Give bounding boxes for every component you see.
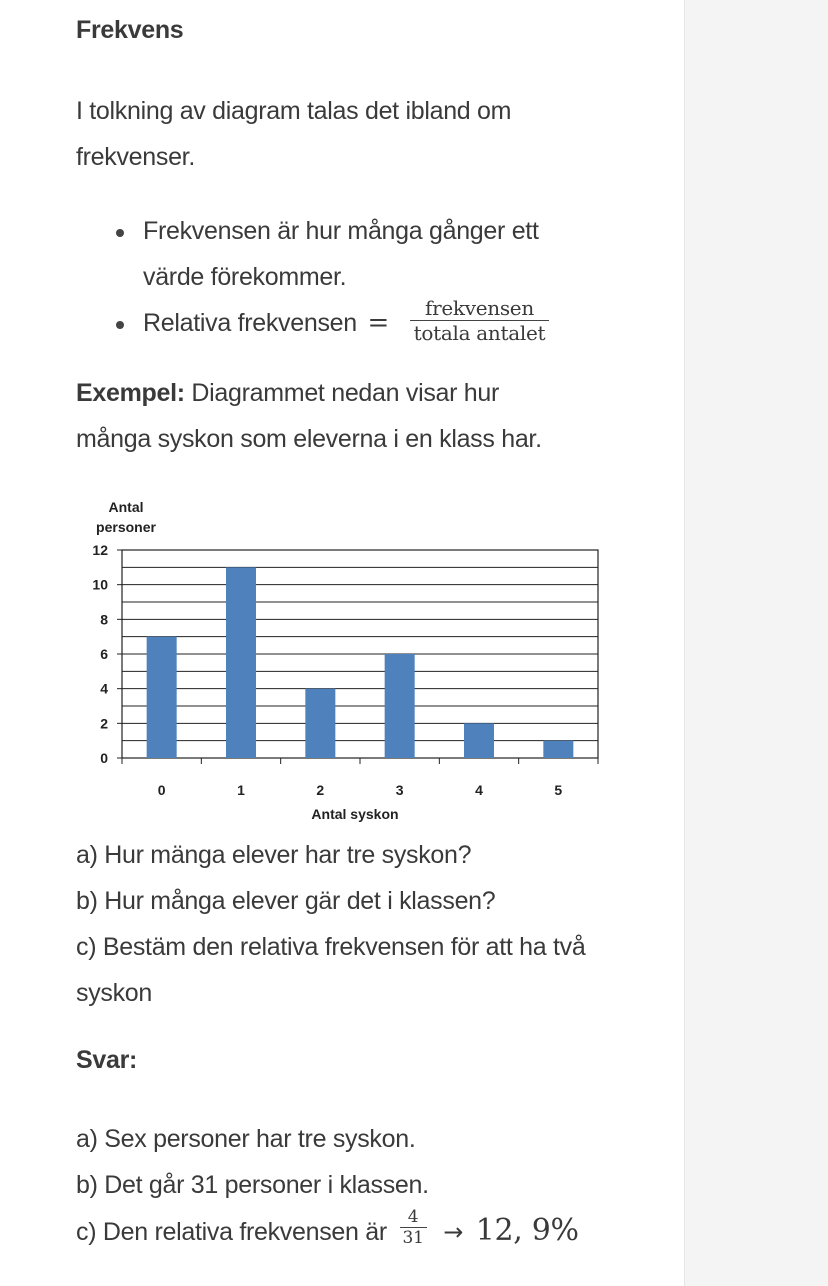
question-a: a) Hur mänga elever har tre syskon? <box>76 841 472 869</box>
example-paragraph <box>76 370 576 462</box>
answer-c <box>76 1208 636 1255</box>
answer-c-result: 12, 9% <box>475 1213 579 1248</box>
y-axis-label-line2: personer <box>96 519 156 535</box>
example-text: Diagrammet nedan visar hur många syskon som eleverna i en klass har. <box>76 379 542 453</box>
question-b: b) Hur många elever gär det i klassen? <box>76 887 496 915</box>
y-tick-label: 0 <box>100 750 108 766</box>
bar-chart <box>76 490 616 830</box>
answer-c-numerator: 4 <box>400 1207 427 1228</box>
x-axis-label: Antal syskon <box>311 806 399 822</box>
x-tick-label: 1 <box>237 782 245 798</box>
answer-b: b) Det går 31 personer i klassen. <box>76 1171 429 1199</box>
question-c: c) Bestäm den relativa frekvensen för att ha två syskon <box>76 933 586 1007</box>
bar <box>464 723 494 758</box>
bar <box>543 741 573 758</box>
y-tick-label: 8 <box>100 611 108 628</box>
bar <box>226 567 256 758</box>
x-tick-label: 3 <box>395 782 404 798</box>
y-tick-label: 10 <box>92 576 108 593</box>
definition-item-frequency <box>112 208 582 300</box>
fraction-numerator: frekvensen <box>410 296 550 321</box>
right-sidebar-strip <box>684 0 828 1286</box>
section-title: Frekvens <box>76 16 184 44</box>
y-tick-label: 2 <box>100 715 108 732</box>
bar <box>147 637 177 758</box>
answers-block <box>76 1116 636 1255</box>
x-tick-label: 2 <box>316 782 325 798</box>
answer-c-text: c) Den relativa frekvensen är <box>76 1218 387 1246</box>
answer-a: a) Sex personer har tre syskon. <box>76 1125 416 1153</box>
answer-c-denominator: 31 <box>402 1227 424 1248</box>
definition-list <box>112 208 582 349</box>
definition-item-relative-frequency <box>112 296 582 349</box>
intro-paragraph: I tolkning av diagram talas det ibland om frekvenser. <box>76 97 512 171</box>
answer-c-fraction <box>400 1207 427 1248</box>
y-tick-label: 4 <box>100 680 108 697</box>
example-label: Exempel: <box>76 379 185 407</box>
answers-title: Svar: <box>76 1046 138 1074</box>
bar-chart-svg <box>76 490 616 830</box>
equals-sign: = <box>367 308 390 339</box>
bar <box>305 689 335 758</box>
bar <box>385 654 415 758</box>
y-tick-label: 6 <box>100 646 108 662</box>
fraction-denominator: totala antalet <box>413 321 546 345</box>
y-axis-label-line1: Antal <box>108 499 144 515</box>
x-tick-label: 0 <box>157 782 166 798</box>
questions-block <box>76 832 596 1016</box>
x-tick-label: 5 <box>554 782 563 798</box>
y-tick-label: 12 <box>92 542 108 558</box>
definition-text-frequency: Frekvensen är hur många gånger ett värde förekommer. <box>143 217 539 291</box>
relative-frequency-fraction <box>410 296 550 345</box>
right-arrow-icon: → <box>443 1218 464 1246</box>
x-tick-label: 4 <box>475 782 483 798</box>
definition-text-relative: Relativa frekvensen <box>143 309 357 338</box>
